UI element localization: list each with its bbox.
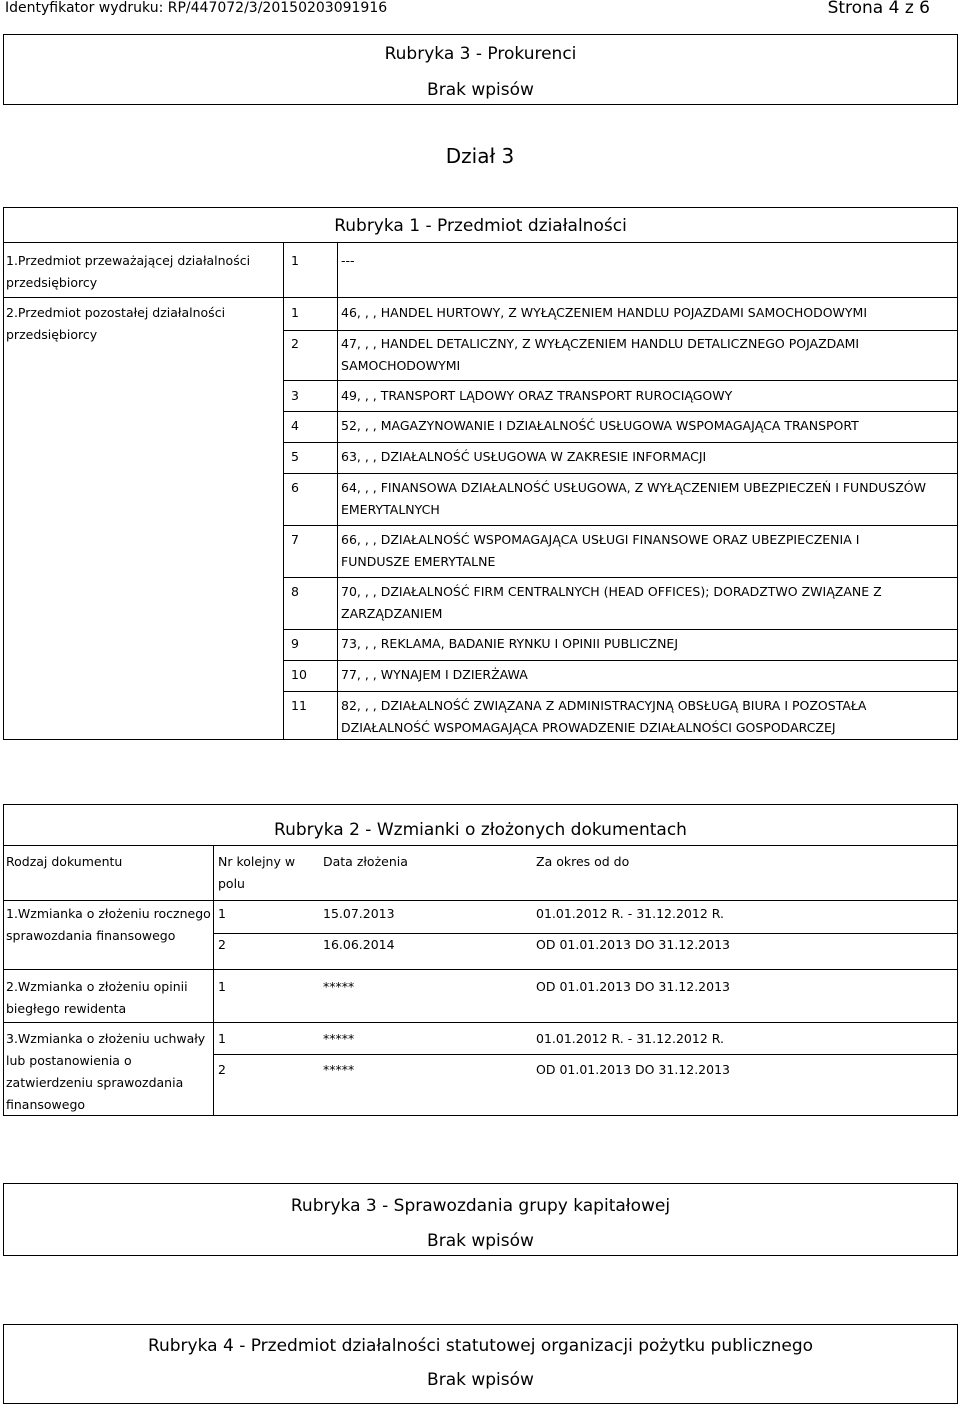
rubryka2-title: Rubryka 2 - Wzmianki o złożonych dokumentach [274,820,687,840]
item-number: 8 [291,584,299,599]
document-type-label: 2.Wzmianka o złożeniu opinii biegłego rewidenta [6,979,188,1016]
item-text: 82, , , DZIAŁALNOŚĆ ZWIĄZANA Z ADMINISTRACYJNĄ OBSŁUGĄ BIURA I POZOSTAŁA DZIAŁALNOŚĆ WSPOMAGAJĄCA PROWADZENIE DZIAŁALNOŚCI GOSPODARCZEJ [341,698,867,735]
item-text: 49, , , TRANSPORT LĄDOWY ORAZ TRANSPORT RUROCIĄGOWY [341,388,733,403]
item-number: 1 [291,253,299,268]
item-number: 11 [291,698,307,713]
entry-number: 1 [218,979,226,994]
item-number: 3 [291,388,299,403]
entry-date: ***** [323,1031,355,1046]
rubryka3-value: Brak wpisów [427,1231,534,1251]
entry-period: OD 01.01.2013 DO 31.12.2013 [536,979,730,994]
item-text: 70, , , DZIAŁALNOŚĆ FIRM CENTRALNYCH (HEAD OFFICES); DORADZTWO ZWIĄZANE Z ZARZĄDZANIEM [341,584,882,621]
document-type-label: 3.Wzmianka o złożeniu uchwały lub postanowienia o zatwierdzeniu sprawozdania finansowego [6,1031,206,1112]
other-activity-label: 2.Przedmiot pozostałej działalności przedsiębiorcy [6,305,226,342]
item-number: 7 [291,532,299,547]
rubryka4-value: Brak wpisów [427,1370,534,1390]
item-text: 77, , , WYNAJEM I DZIERŻAWA [341,667,528,682]
item-number: 10 [291,667,307,682]
item-number: 5 [291,449,299,464]
item-text: 66, , , DZIAŁALNOŚĆ WSPOMAGAJĄCA USŁUGI FINANSOWE ORAZ UBEZPIECZENIA I FUNDUSZE EMERYTALNE [341,532,860,569]
item-text: 64, , , FINANSOWA DZIAŁALNOŚĆ USŁUGOWA, Z WYŁĄCZENIEM UBEZPIECZEŃ I FUNDUSZÓW EMERYTALNYCH [341,480,927,517]
document-type-label: 1.Wzmianka o złożeniu rocznego sprawozdania finansowego [6,906,211,943]
entry-date: 15.07.2013 [323,906,395,921]
entry-period: 01.01.2012 R. - 31.12.2012 R. [536,1031,724,1046]
entry-number: 1 [218,906,226,921]
entry-period: 01.01.2012 R. - 31.12.2012 R. [536,906,724,921]
page-number: Strona 4 z 6 [827,0,930,18]
rubryka4-box [3,1324,958,1404]
entry-date: ***** [323,1062,355,1077]
item-text: 46, , , HANDEL HURTOWY, Z WYŁĄCZENIEM HANDLU POJAZDAMI SAMOCHODOWYMI [341,305,868,320]
entry-number: 2 [218,1062,226,1077]
item-text: 52, , , MAGAZYNOWANIE I DZIAŁALNOŚĆ USŁUGOWA WSPOMAGAJĄCA TRANSPORT [341,418,859,433]
prokurenci-box [3,34,958,105]
entry-number: 2 [218,937,226,952]
item-number: 2 [291,336,299,351]
rubryka3-box [3,1183,958,1256]
print-identifier: Identyfikator wydruku: RP/447072/3/20150203091916 [5,0,388,16]
header-period: Za okres od do [536,854,630,869]
section-title: Dział 3 [445,144,515,168]
item-text: 73, , , REKLAMA, BADANIE RYNKU I OPINII PUBLICZNEJ [341,636,679,651]
item-text: 47, , , HANDEL DETALICZNY, Z WYŁĄCZENIEM HANDLU DETALICZNEGO POJAZDAMI SAMOCHODOWYMI [341,336,860,373]
header-sequence-number: Nr kolejny w polu [218,854,296,891]
item-text: --- [341,253,355,268]
prokurenci-title: Rubryka 3 - Prokurenci [384,44,577,64]
rubryka1-title: Rubryka 1 - Przedmiot działalności [334,216,627,236]
item-text: 63, , , DZIAŁALNOŚĆ USŁUGOWA W ZAKRESIE INFORMACJI [341,449,707,464]
rubryka4-title: Rubryka 4 - Przedmiot działalności statutowej organizacji pożytku publicznego [147,1336,814,1356]
prokurenci-value: Brak wpisów [427,80,534,100]
entry-number: 1 [218,1031,226,1046]
header-document-type: Rodzaj dokumentu [6,854,123,869]
item-number: 4 [291,418,299,433]
item-number: 6 [291,480,299,495]
rubryka3-title: Rubryka 3 - Sprawozdania grupy kapitałowej [290,1196,671,1216]
entry-date: ***** [323,979,355,994]
header-filing-date: Data złożenia [323,854,408,869]
item-number: 9 [291,636,299,651]
entry-period: OD 01.01.2013 DO 31.12.2013 [536,937,730,952]
item-number: 1 [291,305,299,320]
entry-date: 16.06.2014 [323,937,395,952]
main-activity-label: 1.Przedmiot przeważającej działalności przedsiębiorcy [6,253,251,290]
entry-period: OD 01.01.2013 DO 31.12.2013 [536,1062,730,1077]
